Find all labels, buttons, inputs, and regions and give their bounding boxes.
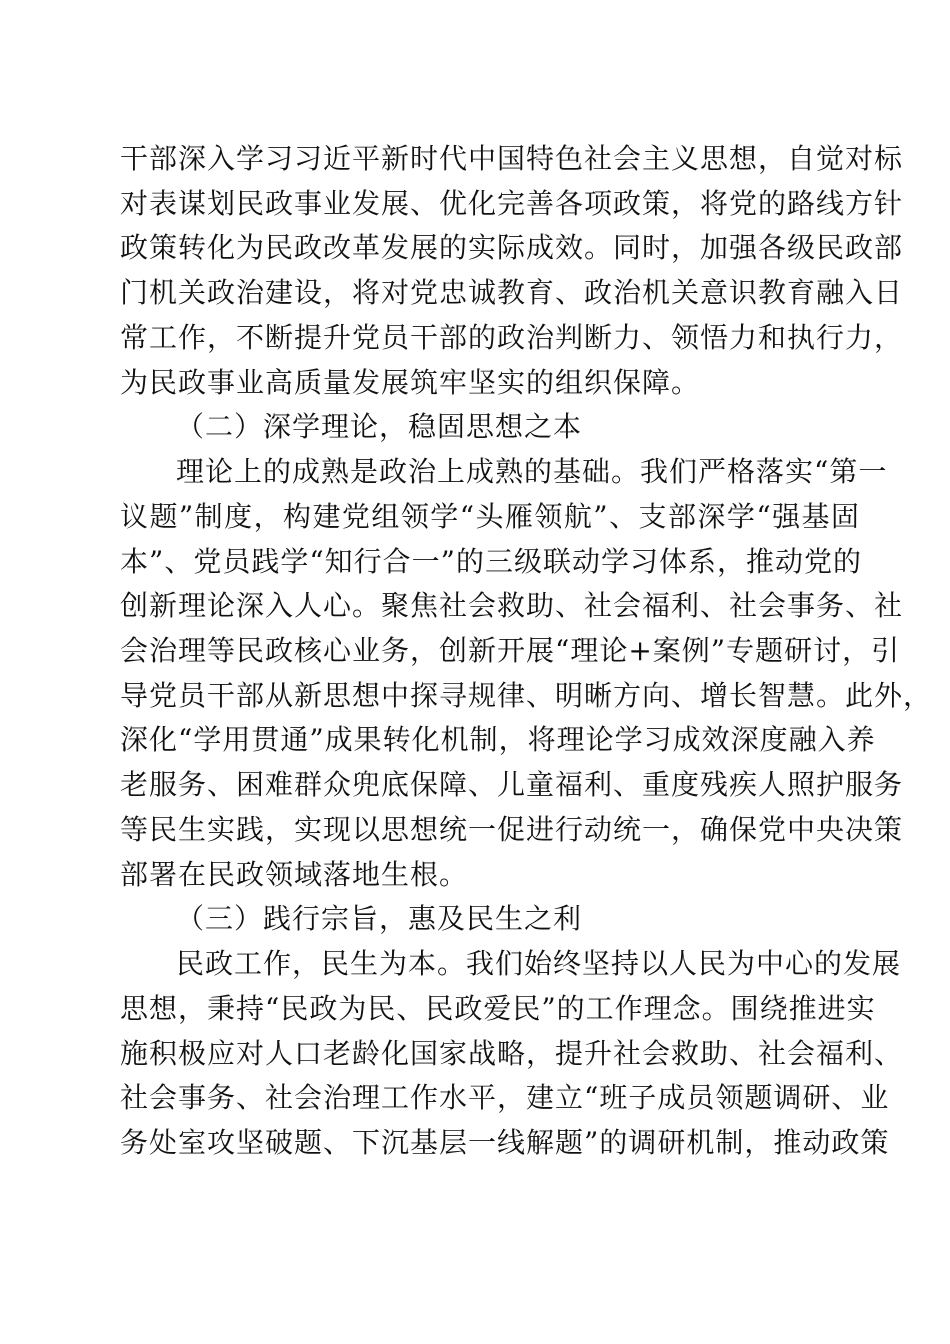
body-line: 门机关政治建设，将对党忠诚教育、政治机关意识教育融入日 xyxy=(120,276,904,309)
body-line: 常工作，不断提升党员干部的政治判断力、领悟力和执行力， xyxy=(120,321,904,354)
body-line: 务处室攻坚破题、下沉基层一线解题”的调研机制，推动政策 xyxy=(120,1126,890,1159)
body-line: 深化“学用贯通”成果转化机制，将理论学习成效深度融入养 xyxy=(120,723,876,756)
paragraph-first-line: 民政工作，民生为本。我们始终坚持以人民为中心的发展 xyxy=(176,947,902,980)
body-line: 部署在民政领域落地生根。 xyxy=(120,858,469,891)
section-heading-3: （三）践行宗旨，惠及民生之利 xyxy=(176,902,583,935)
body-line: 为民政事业高质量发展筑牢坚实的组织保障。 xyxy=(120,366,701,399)
body-line: 老服务、困难群众兜底保障、儿童福利、重度残疾人照护服务 xyxy=(120,768,904,801)
body-line: 对表谋划民政事业发展、优化完善各项政策，将党的路线方针 xyxy=(120,187,904,220)
section-heading-2: （二）深学理论，稳固思想之本 xyxy=(176,410,583,443)
body-line: 等民生实践，实现以思想统一促进行动统一，确保党中央决策 xyxy=(120,813,904,846)
body-line: 本”、党员践学“知行合一”的三级联动学习体系，推动党的 xyxy=(120,545,862,578)
body-line: 创新理论深入人心。聚焦社会救助、社会福利、社会事务、社 xyxy=(120,589,904,622)
body-line: 施积极应对人口老龄化国家战略，提升社会救助、社会福利、 xyxy=(120,1037,904,1070)
body-line: 思想，秉持“民政为民、民政爱民”的工作理念。围绕推进实 xyxy=(120,992,876,1025)
body-line: 议题”制度，构建党组领学“头雁领航”、支部深学“强基固 xyxy=(120,500,860,533)
paragraph-first-line: 理论上的成熟是政治上成熟的基础。我们严格落实“第一 xyxy=(176,455,888,488)
body-line: 政策转化为民政改革发展的实际成效。同时，加强各级民政部 xyxy=(120,231,904,264)
body-line: 社会事务、社会治理工作水平，建立“班子成员领题调研、业 xyxy=(120,1081,890,1114)
body-line: 导党员干部从新思想中探寻规律、明晰方向、增长智慧。此外， xyxy=(120,679,933,712)
body-line: 会治理等民政核心业务，创新开展“理论+案例”专题研讨，引 xyxy=(120,634,901,667)
body-line: 干部深入学习习近平新时代中国特色社会主义思想，自觉对标 xyxy=(120,142,904,175)
